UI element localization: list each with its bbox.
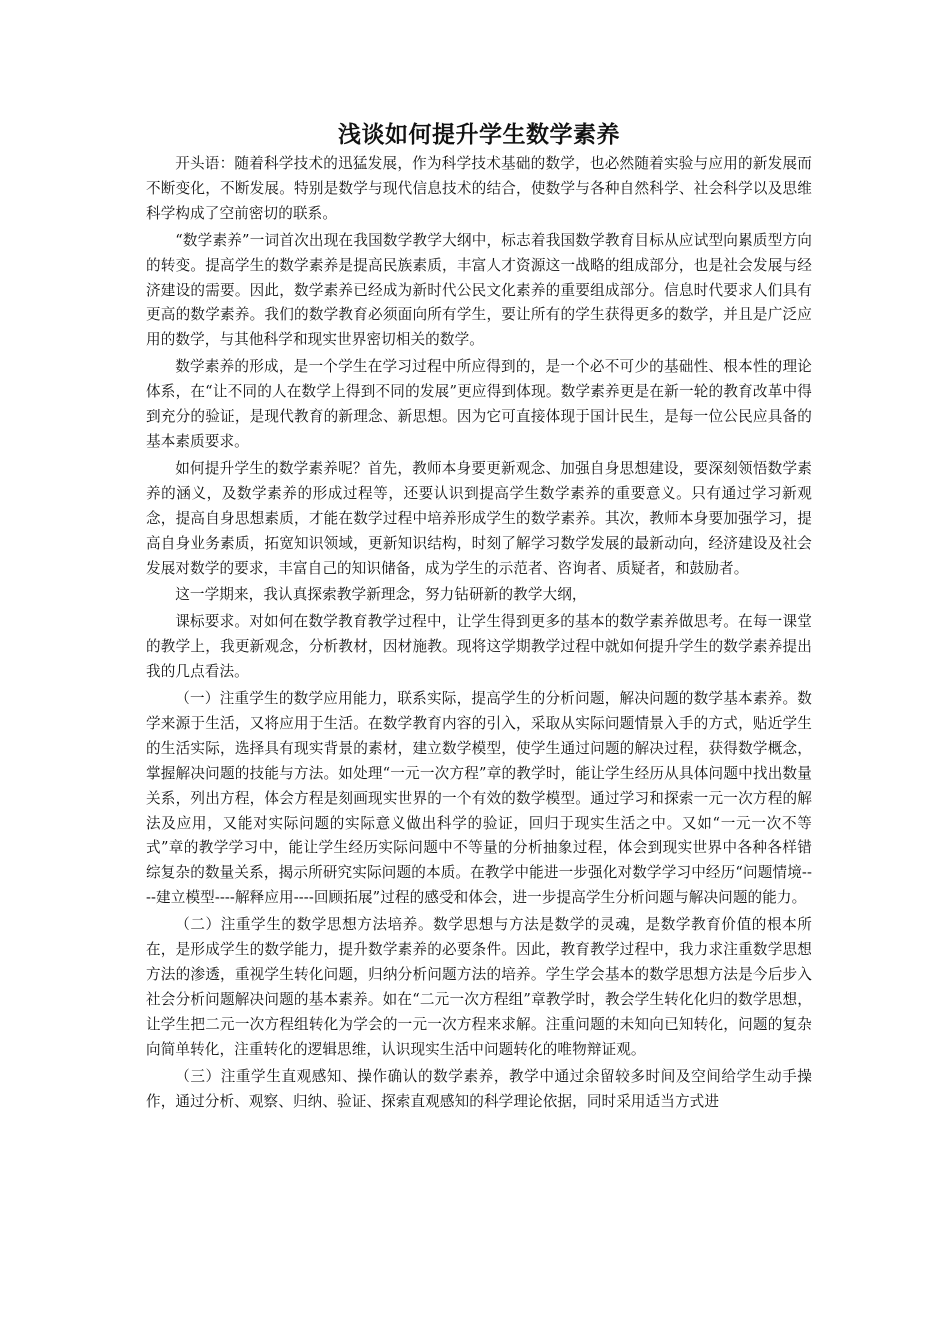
- paragraph-curriculum-requirements: 课标要求。对如何在数学教育教学过程中，让学生得到更多的基本的数学素养做思考。在每一课堂的教学上，我更新观念，分析教材，因材施教。现将这学期教学过程中就如何提升学生的数学素养提出我的几点看法。: [146, 613, 812, 681]
- document-page: [146, 118, 812, 1116]
- paragraph-point-two: （二）注重学生的数学思想方法培养。数学思想与方法是数学的灵魂，是数学教育价值的根本所在，是形成学生的数学能力，提升数学素养的必要条件。因此，教育教学过程中，我力求注重数学思想方法的渗透，重视学生转化问题，归纳分析问题方法的培养。学生学会基本的数学思想方法是今后步入社会分析问题解决问题的基本素养。如在“二元一次方程组”章教学时，教会学生转化化归的数学思想，让学生把二元一次方程组转化为学会的一元一次方程来求解。注重问题的未知向已知转化，问题的复杂向简单转化，注重转化的逻辑思维，认识现实生活中问题转化的唯物辩证观。: [146, 916, 812, 1058]
- paragraph-how-to-improve: 如何提升学生的数学素养呢？首先，教师本身要更新观念、加强自身思想建设，要深刻领悟数学素养的涵义，及数学素养的形成过程等，还要认识到提高学生数学素养的重要意义。只有通过学习新观念，提高自身思想素质，才能在数学过程中培养形成学生的数学素养。其次，教师本身要加强学习，提高自身业务素质，拓宽知识领域，更新知识结构，时刻了解学习数学发展的最新动向，经济建设及社会发展对数学的要求，丰富自己的知识储备，成为学生的示范者、咨询者、质疑者，和鼓励者。: [146, 459, 812, 577]
- paragraph-point-one: （一）注重学生的数学应用能力，联系实际，提高学生的分析问题，解决问题的数学基本素养。数学来源于生活，又将应用于生活。在数学教育内容的引入，采取从实际问题情景入手的方式，贴近学生的生活实际，选择具有现实背景的素材，建立数学模型，使学生通过问题的解决过程，获得数学概念，掌握解决问题的技能与方法。如处理“一元一次方程”章的教学时，能让学生经历从具体问题中找出数量关系，列出方程，体会方程是刻画现实世界的一个有效的数学模型。通过学习和探索一元一次方程的解法及应用，又能对实际问题的实际意义做出科学的验证，回归于现实生活之中。又如“一元一次不等式”章的教学学习中，能让学生经历实际问题中不等量的分析抽象过程，体会到现实世界中各种各样错综复杂的数量关系，揭示所研究实际问题的本质。在教学中能进一步强化对数学学习中经历“问题情境----建立模型----解释应用----回顾拓展”过程的感受和体会，进一步提高学生分析问题与解决问题的能力。: [146, 690, 812, 907]
- paragraph-point-three: （三）注重学生直观感知、操作确认的数学素养，教学中通过余留较多时间及空间给学生动手操作，通过分析、观察、归纳、验证、探索直观感知的科学理论依据，同时采用适当方式进: [146, 1067, 812, 1110]
- paragraph-math-literacy-definition: “数学素养”一词首次出现在我国数学教学大纲中，标志着我国数学教育目标从应试型向累质型方向的转变。提高学生的数学素养是提高民族素质，丰富人才资源这一战略的组成部分，也是社会发展与经济建设的需要。因此，数学素养已经成为新时代公民文化素养的重要组成部分。信息时代要求人们具有更高的数学素养。我们的数学教育必须面向所有学生，要让所有的学生获得更多的数学，并且是广泛应用的数学，与其他科学和现实世界密切相关的数学。: [146, 231, 812, 349]
- paragraph-intro: 开头语：随着科学技术的迅猛发展，作为科学技术基础的数学，也必然随着实验与应用的新发展而不断变化，不断发展。特别是数学与现代信息技术的结合，使数学与各种自然科学、社会科学以及思维科学构成了空前密切的联系。: [146, 155, 812, 222]
- paragraph-this-semester: 这一学期来，我认真探索教学新理念，努力钻研新的教学大纲，: [175, 586, 587, 604]
- paragraph-math-literacy-formation: 数学素养的形成，是一个学生在学习过程中所应得到的，是一个必不可少的基础性、根本性的理论体系，在“让不同的人在数学上得到不同的发展”更应得到体现。数学素养更是在新一轮的教育改革中得到充分的验证，是现代教育的新理念、新思想。因为它可直接体现于国计民生，是每一位公民应具备的基本素质要求。: [146, 358, 812, 450]
- document-title: 浅谈如何提升学生数学素养: [338, 122, 620, 148]
